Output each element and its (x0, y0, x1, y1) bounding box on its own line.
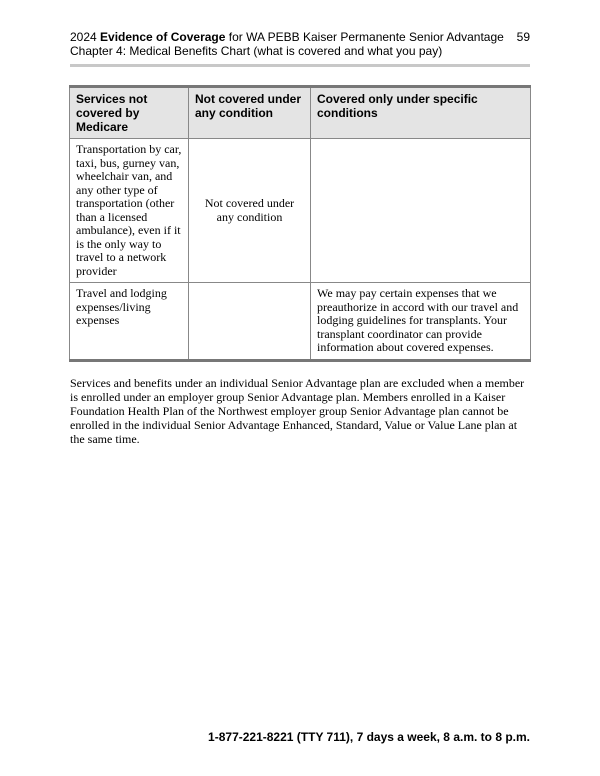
table-header-row (70, 87, 531, 139)
table-row (70, 139, 531, 283)
header-plan-name: for WA PEBB Kaiser Permanente Senior Advantage (225, 30, 504, 44)
column-header-not-covered: Not covered under any condition (189, 87, 311, 139)
column-header-covered-conditions: Covered only under specific conditions (311, 87, 531, 139)
header-doc-title: Evidence of Coverage (100, 30, 226, 44)
page-header (70, 30, 530, 58)
header-year: 2024 (70, 30, 101, 44)
table-row (70, 283, 531, 361)
cell-service: Travel and lodging expenses/living expenses (70, 283, 189, 361)
page-number: 59 (516, 30, 530, 44)
cell-not-covered (189, 283, 311, 361)
benefits-table (69, 85, 531, 362)
column-header-services: Services not covered by Medicare (70, 87, 189, 139)
cell-covered-conditions (311, 139, 531, 283)
footer-contact: 1-877-221-8221 (TTY 711), 7 days a week, 8 a.m. to 8 p.m. (208, 730, 530, 744)
cell-covered-conditions: We may pay certain expenses that we preauthorize in accord with our travel and lodging guidelines for transplants. Your transplant coordinator can provide information about covered expenses. (311, 283, 531, 361)
header-rule (70, 64, 530, 67)
header-chapter: Chapter 4: Medical Benefits Chart (what is covered and what you pay) (70, 44, 443, 58)
exclusion-paragraph: Services and benefits under an individual Senior Advantage plan are excluded when a member is enrolled under an employer group Senior Advantage plan. Members enrolled in a Kaiser Foundation Health Plan of the Northwest employer group Senior Advantage plan cannot be enrolled in the individual Senior Advantage Enhanced, Standard, Value or Value Lane plan at the same time. (70, 376, 525, 446)
header-title-line (70, 30, 530, 44)
cell-not-covered: Not covered under any condition (189, 139, 311, 283)
cell-service: Transportation by car, taxi, bus, gurney van, wheelchair van, and any other type of transportation (other than a licensed ambulance), even if it is the only way to travel to a network provider (70, 139, 189, 283)
